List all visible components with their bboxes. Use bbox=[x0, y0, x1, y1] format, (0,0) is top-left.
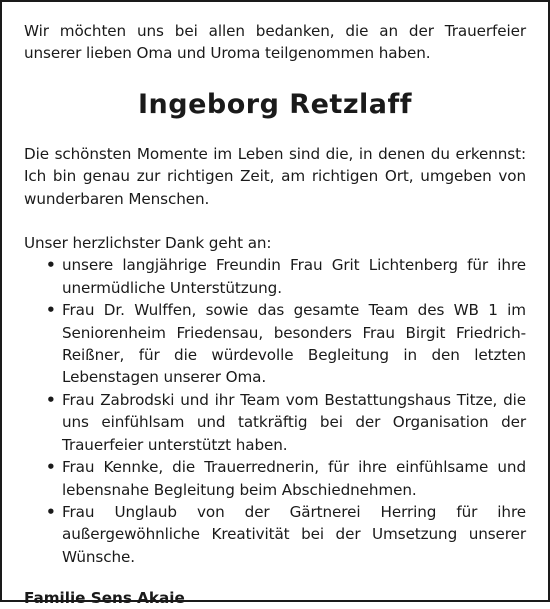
intro-text: Wir möchten uns bei allen bedanken, die an der Trauerfeier unserer lieben Oma und Uroma teilgenommen haben. bbox=[24, 22, 526, 63]
thanks-item-text: Frau Unglaub von der Gärtnerei Herring für ihre außergewöhnliche Kreativität bei der Umsetzung unserer Wünsche. bbox=[62, 502, 526, 566]
bullet-icon: • bbox=[46, 390, 56, 409]
thanks-item bbox=[24, 501, 526, 568]
thanks-item-text: unsere langjährige Freundin Frau Grit Lichtenberg für ihre unermüdliche Unterstützung. bbox=[62, 256, 526, 297]
deceased-name: Ingeborg Retzlaff bbox=[137, 88, 413, 120]
thanks-list bbox=[24, 254, 526, 568]
signature: Familie Sens Akaie bbox=[24, 589, 185, 608]
quote-text: Die schönsten Momente im Leben sind die, in denen du erkennst: Ich bin genau zur richtigen Zeit, am richtigen Ort, umgeben von wunderbaren Menschen. bbox=[24, 144, 526, 208]
thanks-item bbox=[24, 254, 526, 299]
bullet-icon: • bbox=[46, 458, 56, 477]
thanks-item bbox=[24, 456, 526, 501]
thanks-item-text: Frau Zabrodski und ihr Team vom Bestattungshaus Titze, die uns einfühlsam und tatkräftig bei der Organisation der Trauerfeier unterstützt haben. bbox=[62, 390, 526, 454]
thanks-item bbox=[24, 389, 526, 456]
thanks-item bbox=[24, 299, 526, 389]
bullet-icon: • bbox=[46, 256, 56, 275]
bullet-icon: • bbox=[46, 502, 56, 521]
thanks-heading: Unser herzlichster Dank geht an: bbox=[24, 234, 272, 253]
bullet-icon: • bbox=[46, 301, 56, 320]
thanks-item-text: Frau Dr. Wulffen, sowie das gesamte Team des WB 1 im Seniorenheim Friedensau, besonders Frau Birgit Friedrich-Reißner, für die würdevolle Begleitung in den letzten Lebenstagen unserer Oma. bbox=[62, 301, 526, 387]
thanks-item-text: Frau Kennke, die Trauerrednerin, für ihre einfühlsame und lebensnahe Begleitung beim Abschiednehmen. bbox=[62, 458, 526, 499]
